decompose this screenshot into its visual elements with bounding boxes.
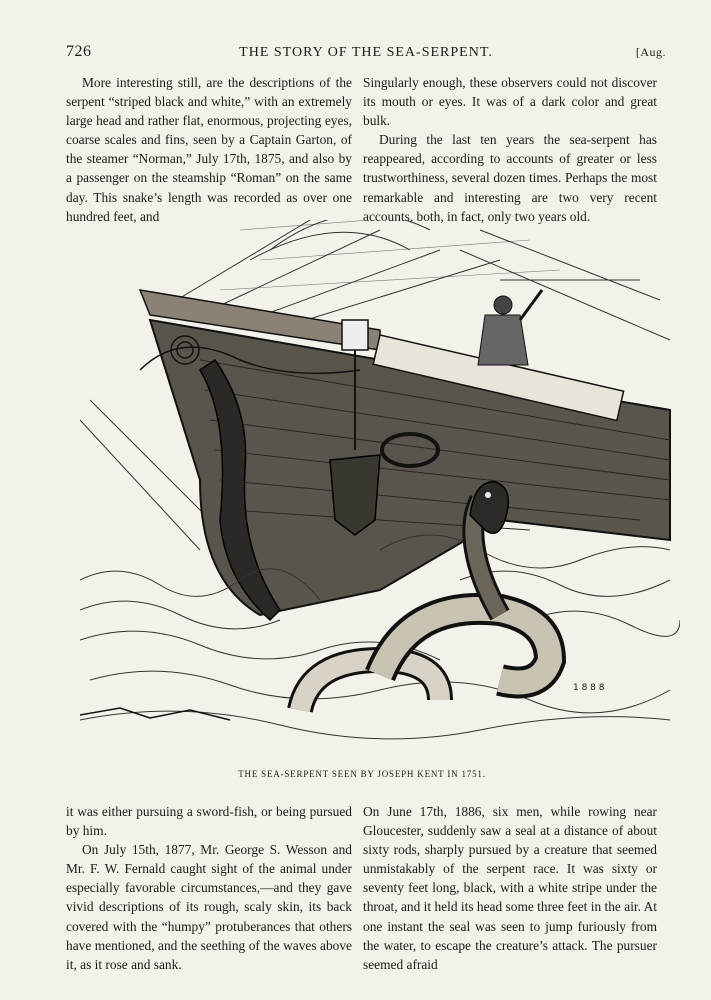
- page-number: 726: [66, 43, 92, 60]
- paragraph: On July 15th, 1877, Mr. George S. Wesson and Mr. F. W. Fernald caught sight of the animal under especially favorable circumstances,—and they gave vivid descriptions of its rough, scaly skin, its back covered with the “humpy” protuberances that others have mentioned, and the seething of the waves above it, as it rose and sank.: [66, 842, 352, 972]
- paragraph: On June 17th, 1886, six men, while rowing near Gloucester, suddenly saw a seal at a distance of about sixty rods, sharply pursued by a creature that seemed unmistakably of the serpent race. It was sixty or seventy feet long, black, with a white stripe under the throat, and it held its head some three feet in the air. At one instant the seal was seen to jump furiously from the water, to escape the creature’s attack. The pursuer seemed afraid: [363, 804, 657, 972]
- illustration-caption: THE SEA-SERPENT SEEN BY JOSEPH KENT IN 1751.: [238, 769, 486, 779]
- artist-monogram: 1 8 8 8: [573, 683, 605, 693]
- column-bottom-left: [66, 802, 352, 974]
- ship-lantern: [342, 320, 368, 350]
- paragraph: it was either pursuing a sword-fish, or being pursued by him.: [66, 804, 352, 839]
- issue-month: [Aug.: [635, 45, 666, 59]
- column-bottom-right: [363, 802, 657, 974]
- engraving-illustration: [80, 220, 680, 760]
- running-header: [66, 43, 666, 63]
- paragraph: During the last ten years the sea-serpent has reappeared, according to accounts of greater or less trustworthiness, several dozen times. Perhaps the most remarkable and interesting are two very recent accounts, both, in fact, only two years old.: [363, 132, 657, 224]
- running-title: THE STORY OF THE SEA-SERPENT.: [239, 45, 493, 60]
- paragraph: More interesting still, are the descriptions of the serpent “striped black and white,” with an extremely large head and rather flat, enormous, projecting eyes, coarse scales and fins, seen by a Captain Garton, of the steamer “Norman,” July 17th, 1875, and also by a passenger on the steamship “Roman” on the same day. This snake’s length was recorded as over one hundred feet, and: [66, 75, 352, 224]
- paragraph: Singularly enough, these observers could not discover its mouth or eyes. It was of a dark color and great bulk.: [363, 75, 657, 129]
- column-top-left: [66, 73, 352, 226]
- sailor-figure: [478, 290, 542, 365]
- sea-serpent-engraving: [80, 220, 680, 760]
- column-top-right: [363, 73, 657, 226]
